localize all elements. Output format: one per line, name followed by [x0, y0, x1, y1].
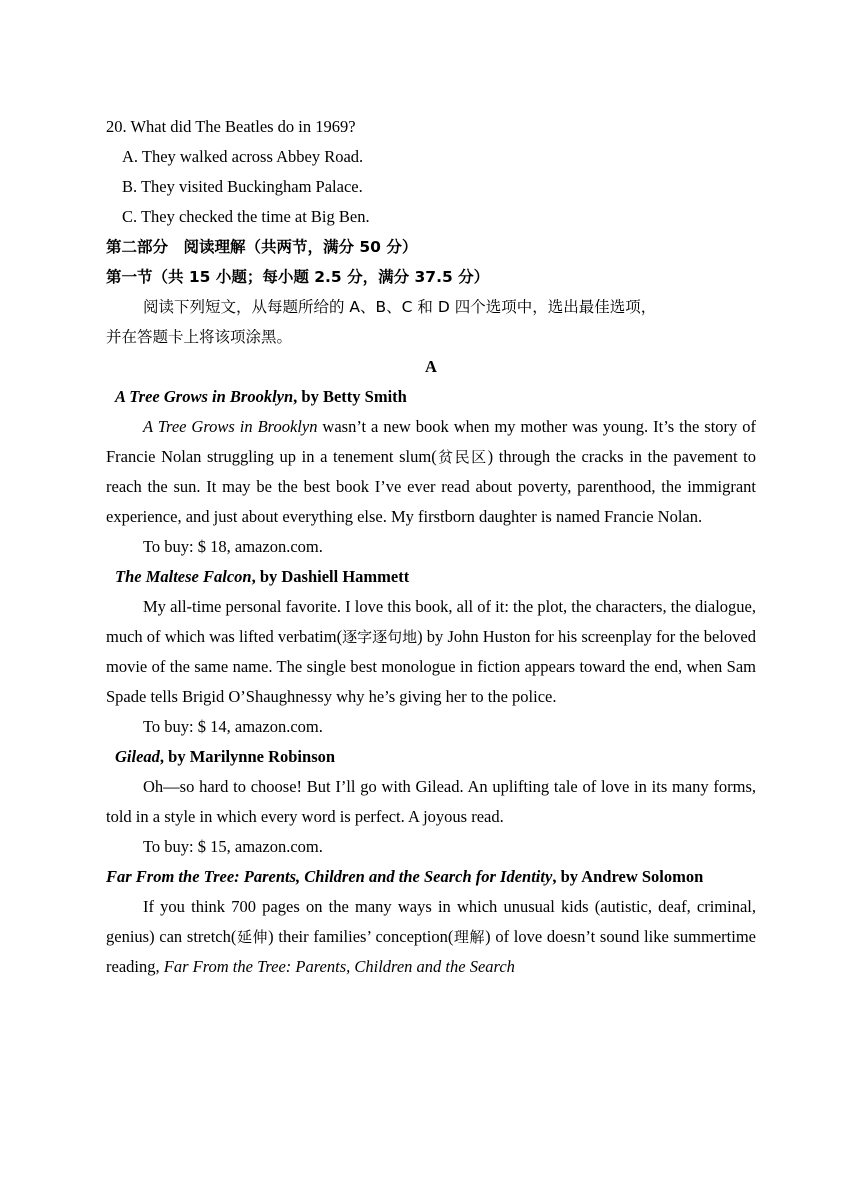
- desc-text: My all-time personal favorite. I love this book, all of it: the plot, the characters, the dialogue, much of which was lifted verbatim(: [106, 597, 756, 646]
- chinese-gloss: 贫民区: [436, 448, 488, 466]
- desc-text: If you think 700 pages on the many ways in which unusual kids (autistic, deaf, criminal, genius) can stretch(: [106, 897, 756, 946]
- chinese-gloss: 理解: [453, 928, 486, 946]
- inline-title: Far From the Tree: Parents, Children and the Search: [163, 957, 515, 976]
- subsection-heading: 第一节（共 15 小题；每小题 2.5 分，满分 37.5 分）: [106, 268, 490, 286]
- buy-info-2: To buy: $ 14, amazon.com.: [143, 717, 323, 736]
- passage-label: A: [425, 357, 437, 376]
- buy-info-1: To buy: $ 18, amazon.com.: [143, 537, 323, 556]
- book-author: , by Betty Smith: [293, 387, 407, 406]
- document-page: [106, 112, 756, 982]
- part-heading: 第二部分 阅读理解（共两节，满分 50 分）: [106, 238, 418, 256]
- chinese-gloss: 逐字逐句地: [342, 628, 418, 646]
- desc-text: ) their families’ conception(: [268, 927, 454, 946]
- book-title-text: The Maltese Falcon: [115, 567, 252, 586]
- book-author: , by Dashiell Hammett: [251, 567, 410, 586]
- option-c: C. They checked the time at Big Ben.: [122, 207, 370, 226]
- book-description-4: [106, 892, 756, 982]
- desc-text: ) through the cracks in the pavement to reach the sun. It may be the best book I’ve ever read about poverty, parenthood, the immigrant experience, and just about everything else. My firstborn daughter is named Francie Nolan.: [106, 447, 756, 526]
- question-stem: 20. What did The Beatles do in 1969?: [106, 117, 356, 136]
- book-author: , by Marilynne Robinson: [159, 747, 336, 766]
- book-description-3: [106, 772, 756, 832]
- book-title-2: [106, 562, 756, 592]
- book-description-1: [106, 412, 756, 532]
- inline-title: A Tree Grows in Brooklyn: [143, 417, 318, 436]
- buy-info-3: To buy: $ 15, amazon.com.: [143, 837, 323, 856]
- desc-text: wasn’t a new book when my mother was young. It’s the story of Francie Nolan struggling up in a tenement slum(: [106, 417, 757, 466]
- instructions-line-1: 阅读下列短文，从每题所给的 A、B、C 和 D 四个选项中，选出最佳选项，: [143, 298, 657, 316]
- book-author: , by Andrew Solomon: [552, 867, 704, 886]
- book-title-3: [106, 742, 756, 772]
- chinese-gloss: 延伸: [236, 928, 269, 946]
- book-title-1: [106, 382, 756, 412]
- option-b: B. They visited Buckingham Palace.: [122, 177, 363, 196]
- desc-text: ) by John Huston for his screenplay for the beloved movie of the same name. The single best monologue in fiction appears toward the end, when Sam Spade tells Brigid O’Shaughnessy why he’s giving her to the police.: [106, 627, 756, 706]
- book-title-text: Gilead: [115, 747, 160, 766]
- book-description-2: [106, 592, 756, 712]
- desc-text: Oh—so hard to choose! But I’ll go with Gilead. An uplifting tale of love in its many forms, told in a style in which every word is perfect. A joyous read.: [106, 777, 756, 826]
- desc-text: ) of love doesn’t sound like summertime reading,: [106, 927, 756, 976]
- book-title-text: Far From the Tree: Parents, Children and the Search for Identity: [106, 867, 553, 886]
- book-title-text: A Tree Grows in Brooklyn: [115, 387, 294, 406]
- instructions-line-2: 并在答题卡上将该项涂黑。: [106, 328, 293, 346]
- option-a: A. They walked across Abbey Road.: [122, 147, 364, 166]
- book-title-4: [106, 862, 756, 892]
